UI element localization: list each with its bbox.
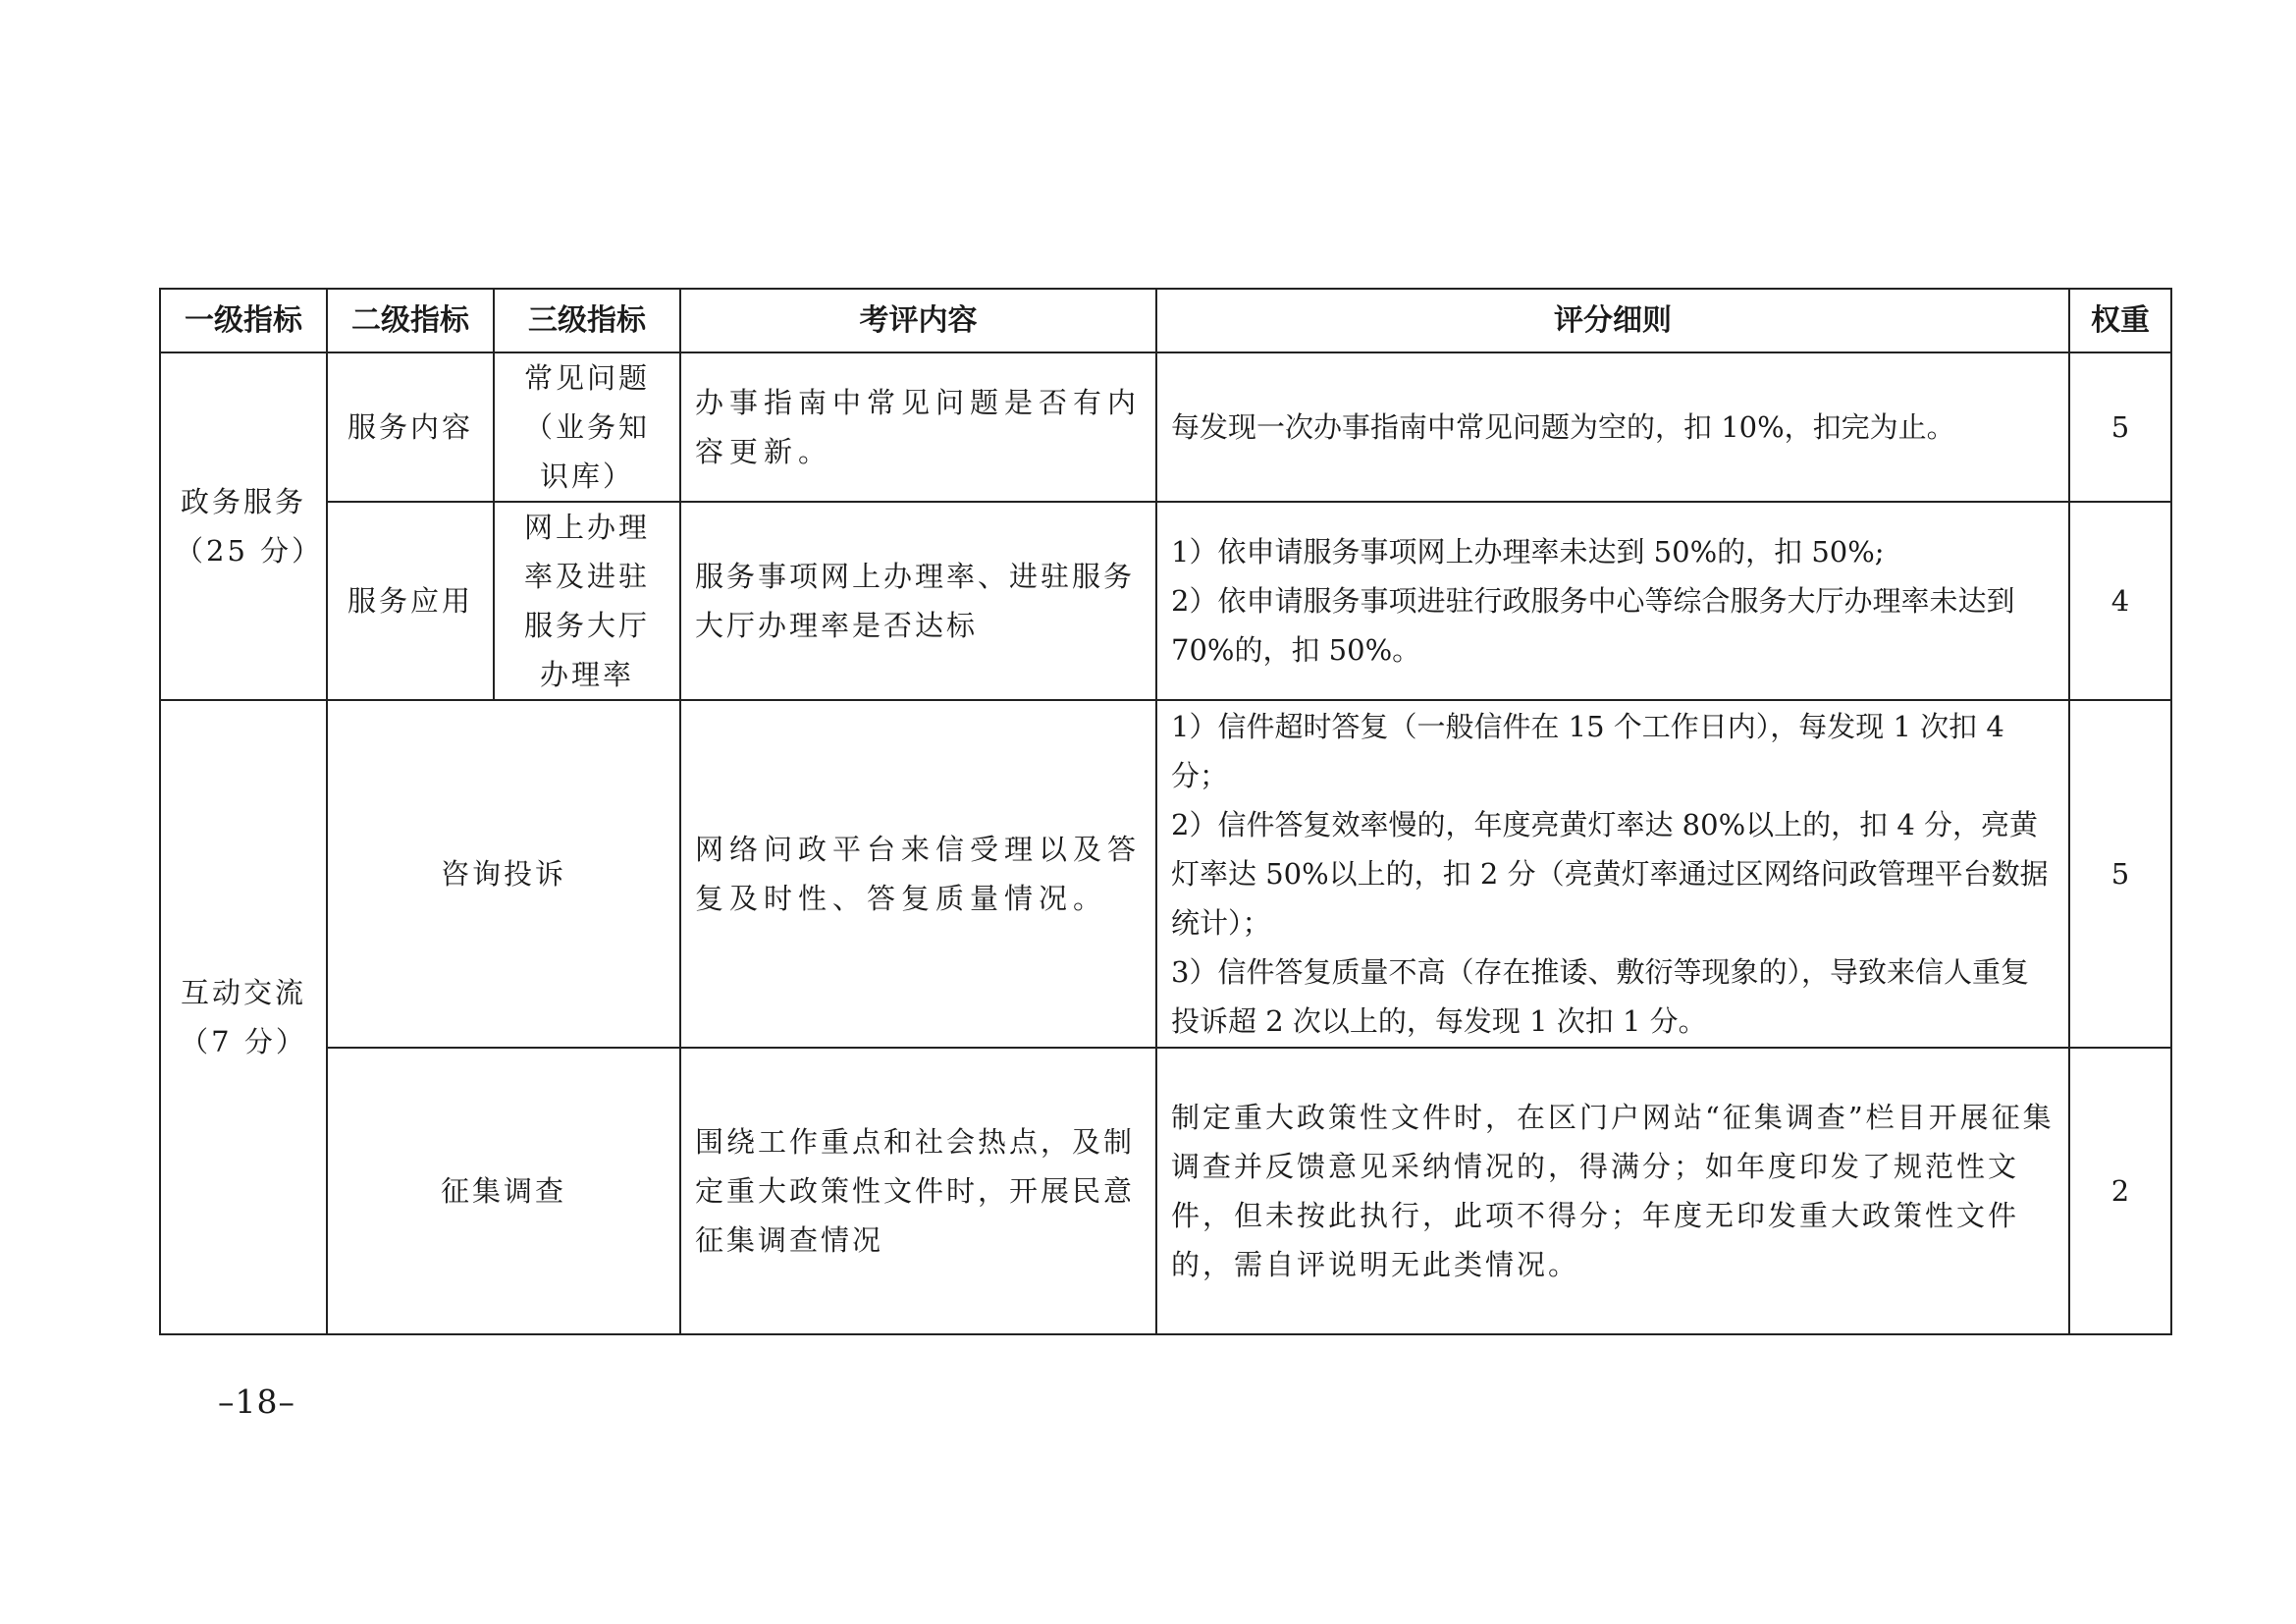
rules-cell: 每发现一次办事指南中常见问题为空的，扣 10%，扣完为止。 [1156,352,2069,502]
level3-cell: 常见问题 （业务知 识库） [494,352,680,502]
header-content: 考评内容 [680,289,1156,352]
rules-cell: 1）依申请服务事项网上办理率未达到 50%的，扣 50%; 2）依申请服务事项进驻行政服务中心等综合服务大厅办理率未达到 70%的，扣 50%。 [1156,502,2069,700]
header-rules: 评分细则 [1156,289,2069,352]
level3-cell: 网上办理 率及进驻 服务大厅 办理率 [494,502,680,700]
level23-cell: 咨询投诉 [327,700,680,1048]
level2-cell: 服务应用 [327,502,494,700]
rules-cell: 制定重大政策性文件时，在区门户网站“征集调查”栏目开展征集调查并反馈意见采纳情况的，得满分；如年度印发了规范性文件，但未按此执行，此项不得分；年度无印发重大政策性文件的，需自评说明无此类情况。 [1156,1048,2069,1334]
level1-cell [160,352,327,700]
weight-cell: 5 [2069,700,2171,1048]
content-cell: 服务事项网上办理率、进驻服务大厅办理率是否达标 [680,502,1156,700]
weight-cell: 4 [2069,502,2171,700]
content-cell: 办事指南中常见问题是否有内容更新。 [680,352,1156,502]
weight-cell: 5 [2069,352,2171,502]
evaluation-table [159,288,2172,1335]
header-level1: 一级指标 [160,289,327,352]
level2-cell: 服务内容 [327,352,494,502]
header-weight: 权重 [2069,289,2171,352]
level1-score: （25 分） [175,534,324,568]
level1-score: （7 分） [180,1025,307,1058]
table-row [160,502,2171,700]
header-level2: 二级指标 [327,289,494,352]
level1-name: 互动交流 [180,976,306,1009]
header-level3: 三级指标 [494,289,680,352]
content-cell: 网络问政平台来信受理以及答复及时性、答复质量情况。 [680,700,1156,1048]
weight-cell: 2 [2069,1048,2171,1334]
rules-cell: 1）信件超时答复（一般信件在 15 个工作日内），每发现 1 次扣 4 分； 2）信件答复效率慢的，年度亮黄灯率达 80%以上的，扣 4 分，亮黄灯率达 50%以上的，扣 2 分（亮黄灯率通过区网络问政管理平台数据统计）； 3）信件答复质量不高（存在推诿、敷衍等现象的），导致来信人重复投诉超 2 次以上的，每发现 1 次扣 1 分。 [1156,700,2069,1048]
content-cell: 围绕工作重点和社会热点，及制定重大政策性文件时，开展民意征集调查情况 [680,1048,1156,1334]
table-row [160,352,2171,502]
level1-cell [160,700,327,1334]
header-row [160,289,2171,352]
page-number: –18– [218,1382,295,1421]
level23-cell: 征集调查 [327,1048,680,1334]
table-row [160,1048,2171,1334]
table-row [160,700,2171,1048]
level1-name: 政务服务 [180,485,306,518]
